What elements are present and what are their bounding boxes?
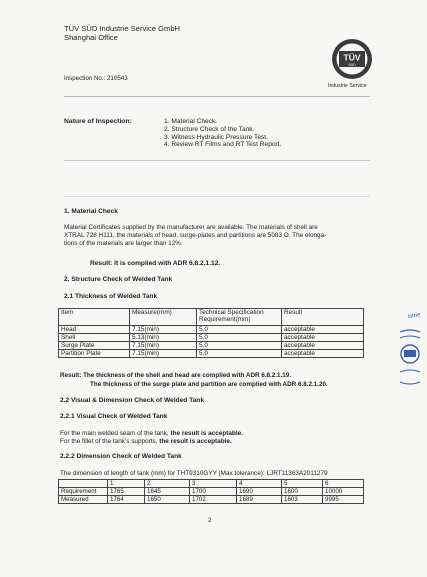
visual-check-line — [60, 438, 232, 447]
subsection-heading: 2.2.2 Dimension Check of Welded Tank — [60, 453, 182, 460]
logo-text: TÜV — [343, 52, 361, 63]
table-header-cell: 6 — [323, 480, 364, 488]
table-cell: 1645 — [145, 488, 190, 496]
table-cell: Surge Plate — [59, 342, 130, 350]
office-name: Shanghai Office — [64, 33, 118, 42]
dimension-caption: The dimension of length of tank (mm) for THT9310GYY (Max tolerance): LJRT11363A2011279 — [60, 470, 328, 477]
table-cell: 1690 — [237, 488, 282, 496]
table-header-row — [59, 480, 364, 488]
table-header-cell: 1 — [108, 480, 145, 488]
nature-list — [164, 118, 281, 149]
table-cell: 5.0 — [197, 326, 282, 334]
table-cell: 1765 — [108, 488, 145, 496]
table-row — [59, 488, 364, 496]
result-text: The thickness of the surge plate and partition are complied with ADR 6.8.2.1.20. — [90, 381, 328, 388]
paragraph-line: XTRAL 728 H111, the materials of head, surge-plates and partitions are 5083 O. The elonga- — [64, 232, 327, 239]
visual-check-result: the result is acceptable. — [170, 430, 243, 437]
table-row — [59, 334, 364, 342]
page-number: 2 — [208, 518, 212, 524]
thickness-table — [58, 308, 364, 358]
table-header-cell — [197, 309, 282, 326]
nature-label: Nature of Inspection: — [64, 118, 132, 125]
logo-caption: Industrie Service — [328, 83, 367, 89]
table-cell: acceptable — [282, 326, 364, 334]
table-header-row — [59, 309, 364, 326]
table-cell: 9995 — [323, 496, 364, 504]
result-text: Result: The thickness of the shell and head are complied with ADR 6.8.2.1.19. — [60, 372, 292, 379]
table-header-cell: 2 — [145, 480, 190, 488]
table-cell: 1689 — [237, 496, 282, 504]
subsection-heading: 2.2.1 Visual Check of Welded Tank — [60, 413, 168, 420]
table-header-cell — [59, 480, 108, 488]
visual-check-text: For the fillet of the tank's supports, — [60, 438, 160, 445]
table-cell: 7.15(min) — [130, 326, 197, 334]
table-cell: 5.0 — [197, 350, 282, 358]
table-cell: 1603 — [282, 496, 323, 504]
company-name: TÜV SÜD Industrie Service GmbH — [64, 24, 181, 33]
table-header-cell: Measure(mm) — [130, 309, 197, 326]
table-cell: 1700 — [190, 488, 237, 496]
visual-check-result: the result is acceptable. — [159, 438, 232, 445]
table-cell: 10000 — [323, 488, 364, 496]
table-cell: acceptable — [282, 342, 364, 350]
table-header-text: Technical Specification — [199, 309, 264, 316]
table-cell: 1600 — [282, 488, 323, 496]
table-cell: acceptable — [282, 334, 364, 342]
table-cell: 5.13(min) — [130, 334, 197, 342]
nature-item: 2. Structure Check of the Tank. — [164, 125, 255, 133]
subsection-heading: 2.2 Visual & Dimension Check of Welded Tank — [60, 397, 205, 404]
material-paragraph — [64, 224, 326, 248]
nature-item: 1. Material Check. — [164, 118, 218, 125]
table-header-cell: 3 — [190, 480, 237, 488]
seal-stamp — [396, 310, 424, 390]
table-header-cell: Result — [282, 309, 364, 326]
table-row — [59, 342, 364, 350]
table-row — [59, 326, 364, 334]
table-cell: 7.15(min) — [130, 342, 197, 350]
section-heading: 1. Material Check — [64, 208, 118, 215]
table-cell: 5.0 — [197, 334, 282, 342]
visual-check-text: For the main welded seam of the tank, — [60, 430, 171, 437]
section-heading: 2. Structure Check of Welded Tank — [64, 276, 173, 283]
inspection-number: Inspection No.: 210543 — [64, 75, 128, 82]
table-header-cell: 5 — [282, 480, 323, 488]
table-cell: 1650 — [145, 496, 190, 504]
paragraph-line: Material Certificates supplied by the manufacturer are available. The materials of shell are — [64, 224, 318, 231]
table-cell: Shell — [59, 334, 130, 342]
nature-item: 3. Witness Hydraulic Pressure Test. — [164, 133, 268, 141]
table-row — [59, 496, 364, 504]
subsection-heading: 2.1 Thickness of Welded Tank — [64, 293, 158, 300]
nature-item: 4. Review RT Films and RT Test Report. — [164, 141, 282, 149]
table-cell: 5.0 — [197, 342, 282, 350]
paragraph-line: tions of the materials are larger than 12%. — [64, 240, 183, 247]
table-header-text: Requirement(mm) — [199, 316, 251, 323]
header-divider — [64, 96, 370, 97]
table-row — [59, 350, 364, 358]
table-header-cell: Item — [59, 309, 130, 326]
stamp-text: istrie — [407, 312, 421, 320]
table-cell: Partition Plate — [59, 350, 130, 358]
logo-subtext: SÜD — [348, 63, 356, 67]
table-cell: acceptable — [282, 350, 364, 358]
result-text: Result: It is complied with ADR 6.8.2.1.12. — [90, 260, 221, 267]
section-divider — [64, 160, 370, 161]
table-cell: Head — [59, 326, 130, 334]
table-cell: Requirement — [59, 488, 108, 496]
tuv-logo — [329, 36, 375, 82]
table-cell: Measured — [59, 496, 108, 504]
table-cell: 7.15(min) — [130, 350, 197, 358]
section-divider — [64, 196, 370, 197]
dimension-table — [58, 479, 364, 504]
table-cell: 1764 — [108, 496, 145, 504]
table-header-cell: 4 — [237, 480, 282, 488]
table-cell: 1702 — [190, 496, 237, 504]
